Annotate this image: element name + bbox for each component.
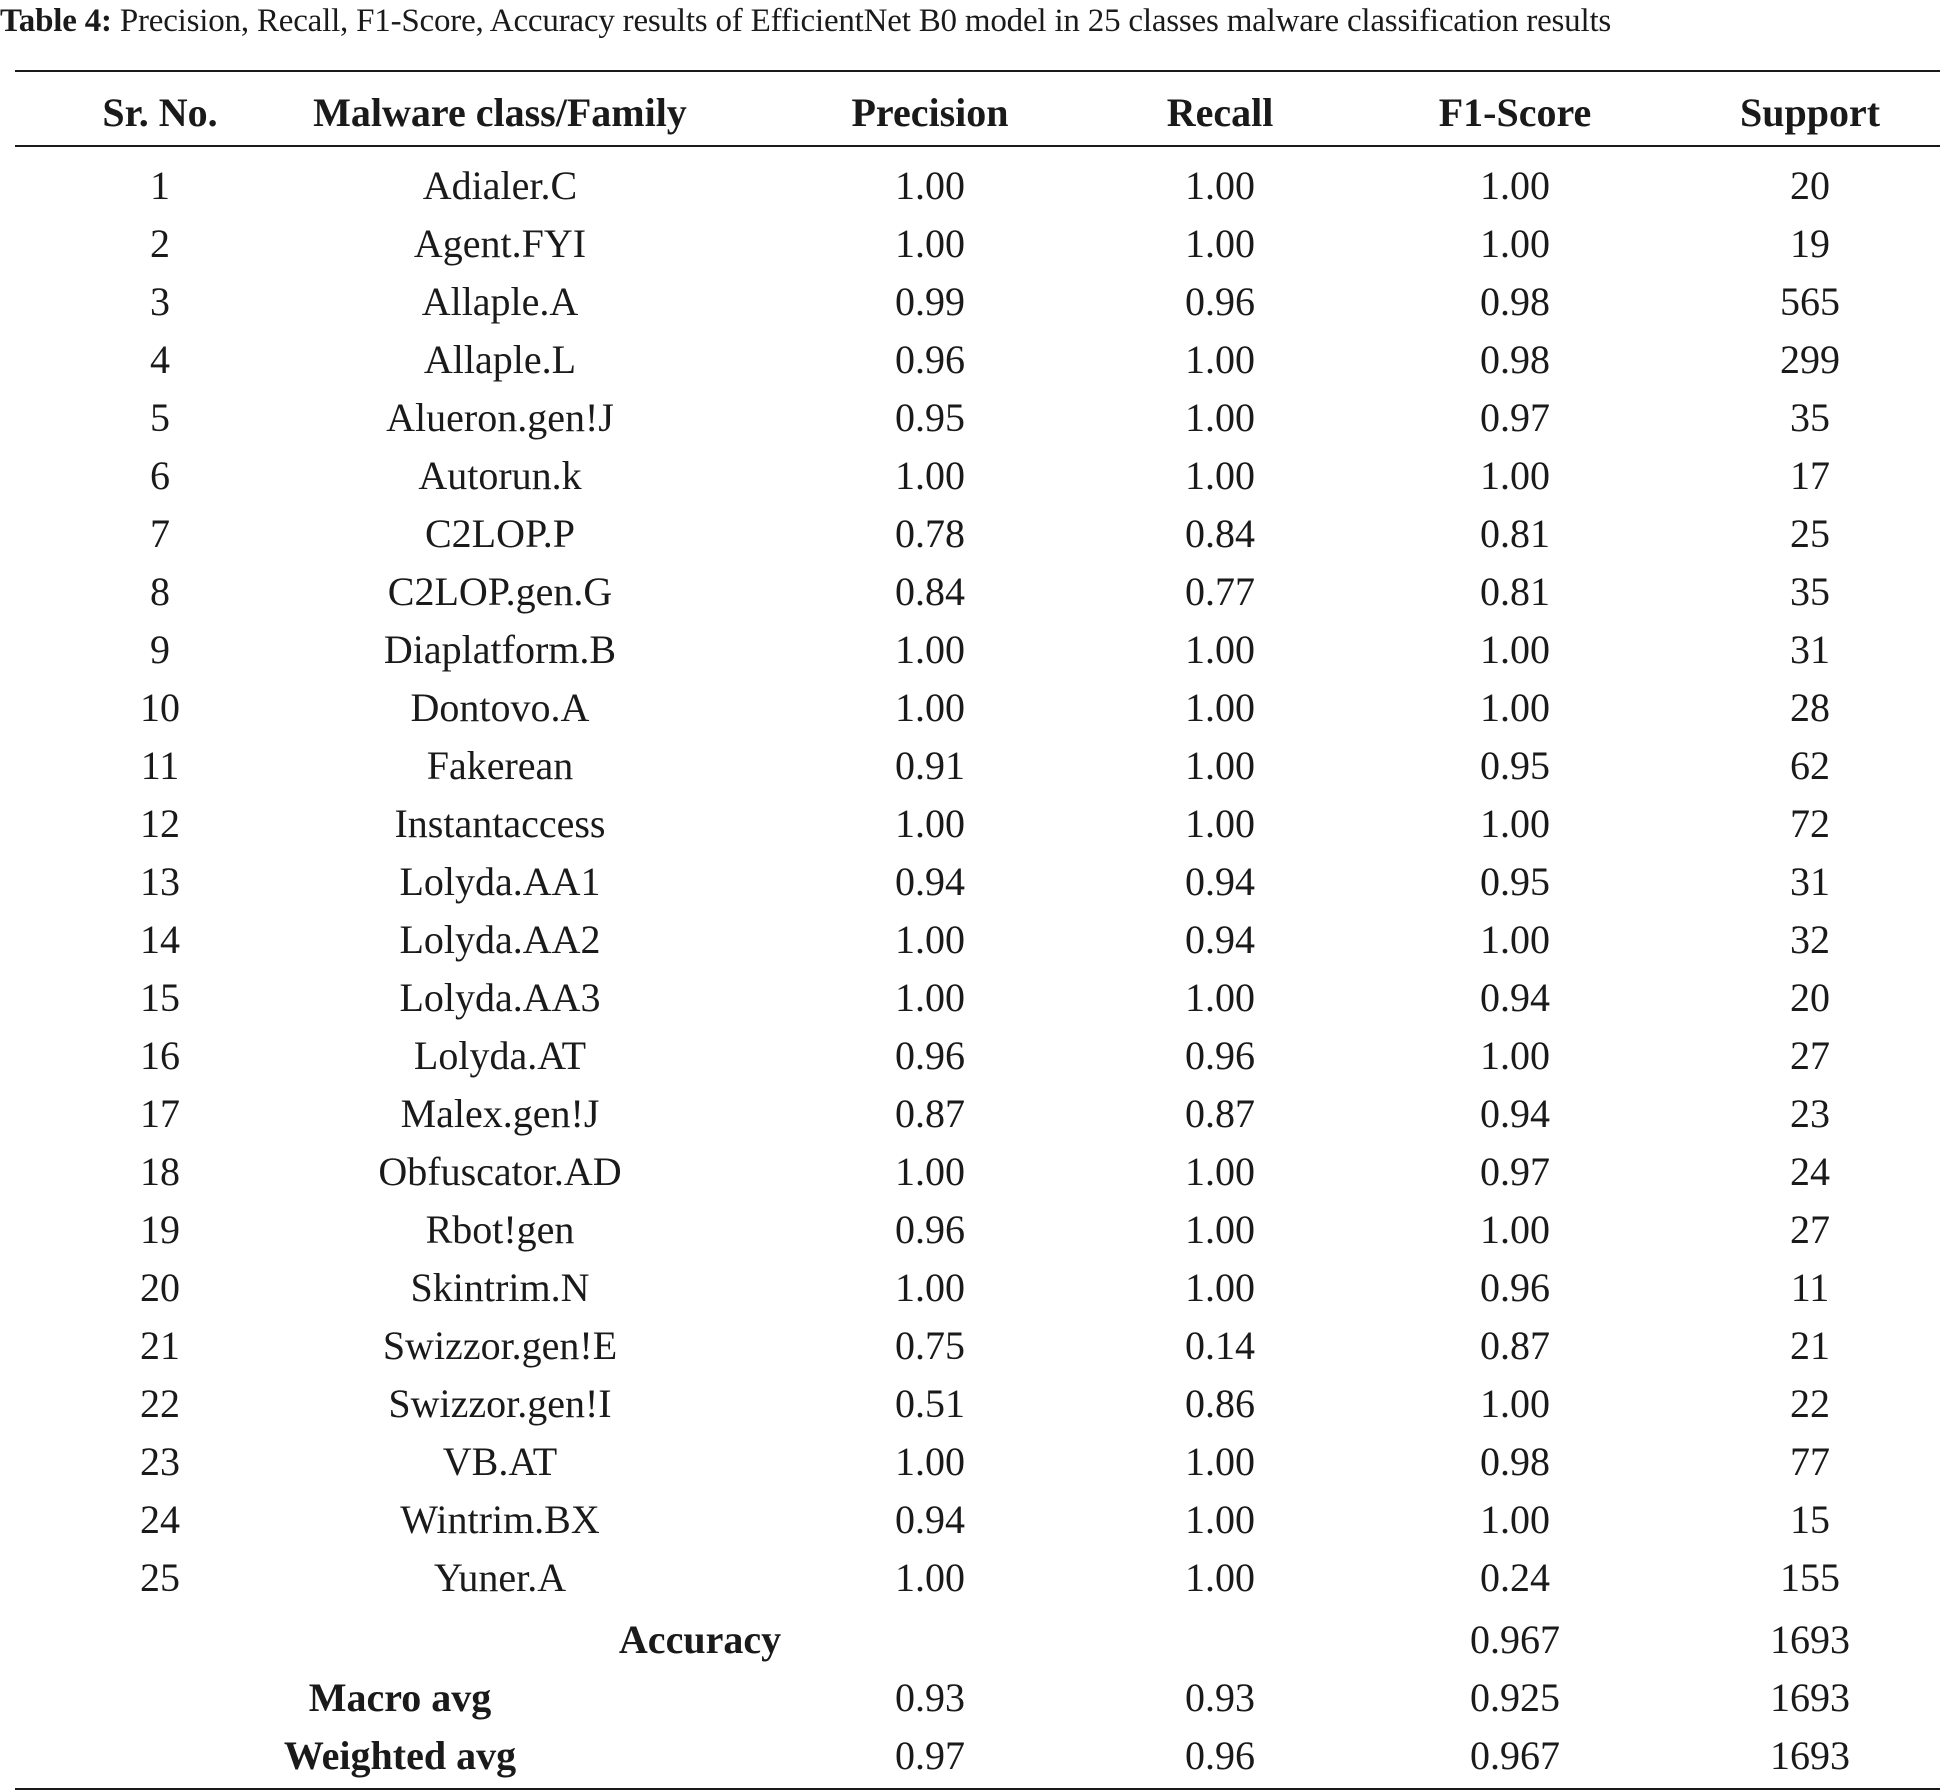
macro-support: 1693 [1770, 1675, 1850, 1720]
table-row [15, 447, 1940, 505]
table-row [15, 215, 1940, 273]
cell-sr-no: 13 [140, 859, 180, 904]
cell-f1-score: 1.00 [1480, 1381, 1550, 1426]
cell-recall: 1.00 [1185, 1207, 1255, 1252]
table-row [15, 969, 1940, 1027]
cell-sr-no: 16 [140, 1033, 180, 1078]
cell-precision: 0.78 [895, 511, 965, 556]
table-row [15, 331, 1940, 389]
cell-support: 155 [1780, 1555, 1840, 1600]
top-rule [15, 70, 1940, 72]
cell-sr-no: 9 [150, 627, 170, 672]
cell-malware-family: VB.AT [442, 1439, 558, 1484]
cell-sr-no: 7 [150, 511, 170, 556]
cell-recall: 1.00 [1185, 453, 1255, 498]
cell-f1-score: 1.00 [1480, 1207, 1550, 1252]
cell-precision: 1.00 [895, 1265, 965, 1310]
cell-precision: 0.91 [895, 743, 965, 788]
cell-malware-family: Malex.gen!J [400, 1091, 600, 1136]
cell-malware-family: Lolyda.AA1 [399, 859, 601, 904]
cell-precision: 1.00 [895, 801, 965, 846]
summary-row-weighted [15, 1727, 1940, 1785]
cell-recall: 1.00 [1185, 627, 1255, 672]
table-row [15, 1143, 1940, 1201]
cell-recall: 0.94 [1185, 859, 1255, 904]
cell-malware-family: Alueron.gen!J [386, 395, 614, 440]
cell-malware-family: Instantaccess [394, 801, 606, 846]
cell-support: 22 [1790, 1381, 1830, 1426]
macro-f1: 0.925 [1470, 1675, 1560, 1720]
cell-f1-score: 0.94 [1480, 1091, 1550, 1136]
cell-sr-no: 25 [140, 1555, 180, 1600]
header-malware: Malware class/Family [313, 90, 687, 135]
cell-support: 15 [1790, 1497, 1830, 1542]
cell-precision: 0.96 [895, 1207, 965, 1252]
accuracy-label: Accuracy [618, 1617, 782, 1662]
table-row [15, 273, 1940, 331]
table-row [15, 911, 1940, 969]
cell-support: 35 [1790, 569, 1830, 614]
caption-text: Precision, Recall, F1-Score, Accuracy results of EfficientNet B0 model in 25 classes malware classification results [111, 3, 1612, 39]
cell-f1-score: 1.00 [1480, 1033, 1550, 1078]
header-recall: Recall [1166, 90, 1274, 135]
cell-support: 31 [1790, 627, 1830, 672]
cell-support: 77 [1790, 1439, 1830, 1484]
cell-sr-no: 5 [150, 395, 170, 440]
weighted-support: 1693 [1770, 1733, 1850, 1778]
cell-precision: 0.75 [895, 1323, 965, 1368]
cell-malware-family: C2LOP.P [424, 511, 576, 556]
cell-precision: 0.95 [895, 395, 965, 440]
cell-f1-score: 0.98 [1480, 279, 1550, 324]
cell-support: 24 [1790, 1149, 1830, 1194]
cell-support: 72 [1790, 801, 1830, 846]
table-row [15, 1085, 1940, 1143]
cell-malware-family: Skintrim.N [410, 1265, 590, 1310]
weighted-label: Weighted avg [283, 1733, 517, 1778]
header-rule [15, 145, 1940, 147]
cell-malware-family: Yuner.A [433, 1555, 567, 1600]
cell-precision: 0.96 [895, 337, 965, 382]
table-row [15, 1549, 1940, 1607]
cell-sr-no: 20 [140, 1265, 180, 1310]
cell-f1-score: 0.98 [1480, 1439, 1550, 1484]
cell-recall: 1.00 [1185, 801, 1255, 846]
cell-malware-family: Rbot!gen [425, 1207, 575, 1252]
table-row [15, 1027, 1940, 1085]
cell-f1-score: 1.00 [1480, 685, 1550, 730]
cell-malware-family: Obfuscator.AD [378, 1149, 622, 1194]
cell-support: 28 [1790, 685, 1830, 730]
table-row [15, 621, 1940, 679]
table-row [15, 1317, 1940, 1375]
cell-sr-no: 17 [140, 1091, 180, 1136]
cell-recall: 1.00 [1185, 395, 1255, 440]
cell-recall: 0.84 [1185, 511, 1255, 556]
cell-precision: 1.00 [895, 453, 965, 498]
table-row [15, 1433, 1940, 1491]
cell-f1-score: 0.97 [1480, 1149, 1550, 1194]
cell-malware-family: Lolyda.AA2 [399, 917, 601, 962]
cell-malware-family: Agent.FYI [413, 221, 587, 266]
cell-precision: 0.94 [895, 1497, 965, 1542]
cell-malware-family: Swizzor.gen!I [388, 1381, 612, 1426]
weighted-recall: 0.96 [1185, 1733, 1255, 1778]
table-header [15, 84, 1940, 142]
cell-precision: 0.84 [895, 569, 965, 614]
cell-support: 299 [1780, 337, 1840, 382]
cell-precision: 1.00 [895, 221, 965, 266]
cell-malware-family: Wintrim.BX [400, 1497, 600, 1542]
cell-recall: 0.86 [1185, 1381, 1255, 1426]
weighted-precision: 0.97 [895, 1733, 965, 1778]
cell-support: 27 [1790, 1033, 1830, 1078]
cell-sr-no: 1 [150, 163, 170, 208]
cell-support: 32 [1790, 917, 1830, 962]
weighted-f1: 0.967 [1470, 1733, 1560, 1778]
cell-support: 62 [1790, 743, 1830, 788]
cell-precision: 0.87 [895, 1091, 965, 1136]
cell-recall: 1.00 [1185, 743, 1255, 788]
macro-precision: 0.93 [895, 1675, 965, 1720]
cell-sr-no: 8 [150, 569, 170, 614]
header-f1-score: F1-Score [1438, 90, 1592, 135]
cell-precision: 1.00 [895, 975, 965, 1020]
cell-sr-no: 12 [140, 801, 180, 846]
cell-support: 19 [1790, 221, 1830, 266]
cell-malware-family: Fakerean [426, 743, 574, 788]
cell-f1-score: 0.97 [1480, 395, 1550, 440]
cell-recall: 1.00 [1185, 1439, 1255, 1484]
cell-precision: 1.00 [895, 917, 965, 962]
table-row [15, 853, 1940, 911]
cell-support: 20 [1790, 163, 1830, 208]
cell-support: 35 [1790, 395, 1830, 440]
header-precision: Precision [851, 90, 1009, 135]
cell-f1-score: 1.00 [1480, 221, 1550, 266]
cell-f1-score: 1.00 [1480, 453, 1550, 498]
cell-malware-family: Dontovo.A [410, 685, 590, 730]
cell-sr-no: 10 [140, 685, 180, 730]
accuracy-support: 1693 [1770, 1617, 1850, 1662]
cell-recall: 0.77 [1185, 569, 1255, 614]
cell-malware-family: Allaple.A [421, 279, 579, 324]
cell-precision: 1.00 [895, 1149, 965, 1194]
cell-recall: 0.87 [1185, 1091, 1255, 1136]
cell-sr-no: 15 [140, 975, 180, 1020]
cell-support: 565 [1780, 279, 1840, 324]
table-row [15, 1259, 1940, 1317]
cell-malware-family: Autorun.k [418, 453, 582, 498]
macro-recall: 0.93 [1185, 1675, 1255, 1720]
cell-f1-score: 1.00 [1480, 163, 1550, 208]
cell-sr-no: 22 [140, 1381, 180, 1426]
table-row [15, 389, 1940, 447]
cell-sr-no: 6 [150, 453, 170, 498]
cell-recall: 1.00 [1185, 163, 1255, 208]
cell-f1-score: 1.00 [1480, 801, 1550, 846]
cell-sr-no: 11 [140, 743, 180, 788]
cell-support: 31 [1790, 859, 1830, 904]
cell-support: 21 [1790, 1323, 1830, 1368]
cell-f1-score: 0.81 [1480, 511, 1550, 556]
cell-recall: 1.00 [1185, 337, 1255, 382]
table-row [15, 795, 1940, 853]
cell-f1-score: 0.87 [1480, 1323, 1550, 1368]
cell-malware-family: Lolyda.AA3 [399, 975, 601, 1020]
cell-malware-family: Swizzor.gen!E [382, 1323, 618, 1368]
cell-sr-no: 19 [140, 1207, 180, 1252]
cell-support: 20 [1790, 975, 1830, 1020]
table-row [15, 563, 1940, 621]
table-row [15, 1491, 1940, 1549]
table-row [15, 505, 1940, 563]
summary-row-macro [15, 1669, 1940, 1727]
cell-f1-score: 0.95 [1480, 743, 1550, 788]
cell-malware-family: Allaple.L [423, 337, 577, 382]
cell-precision: 0.51 [895, 1381, 965, 1426]
cell-recall: 0.14 [1185, 1323, 1255, 1368]
accuracy-f1: 0.967 [1470, 1617, 1560, 1662]
cell-malware-family: C2LOP.gen.G [387, 569, 613, 614]
cell-precision: 1.00 [895, 1439, 965, 1484]
cell-f1-score: 1.00 [1480, 1497, 1550, 1542]
cell-f1-score: 0.24 [1480, 1555, 1550, 1600]
cell-precision: 1.00 [895, 1555, 965, 1600]
cell-malware-family: Adialer.C [422, 163, 578, 208]
cell-f1-score: 0.96 [1480, 1265, 1550, 1310]
table-row [15, 679, 1940, 737]
table-caption [0, 0, 1954, 50]
table-row [15, 737, 1940, 795]
cell-recall: 1.00 [1185, 975, 1255, 1020]
cell-precision: 0.94 [895, 859, 965, 904]
cell-support: 17 [1790, 453, 1830, 498]
cell-recall: 1.00 [1185, 1555, 1255, 1600]
summary-row-accuracy [15, 1611, 1940, 1669]
cell-precision: 0.99 [895, 279, 965, 324]
cell-sr-no: 2 [150, 221, 170, 266]
cell-f1-score: 0.94 [1480, 975, 1550, 1020]
cell-support: 27 [1790, 1207, 1830, 1252]
header-support: Support [1739, 90, 1881, 135]
cell-malware-family: Lolyda.AT [413, 1033, 587, 1078]
cell-sr-no: 4 [150, 337, 170, 382]
cell-sr-no: 3 [150, 279, 170, 324]
cell-recall: 0.94 [1185, 917, 1255, 962]
cell-recall: 1.00 [1185, 685, 1255, 730]
macro-label: Macro avg [308, 1675, 492, 1720]
cell-sr-no: 24 [140, 1497, 180, 1542]
cell-f1-score: 1.00 [1480, 627, 1550, 672]
cell-support: 11 [1790, 1265, 1830, 1310]
table-row [15, 157, 1940, 215]
cell-sr-no: 18 [140, 1149, 180, 1194]
cell-recall: 0.96 [1185, 1033, 1255, 1078]
table-row [15, 1375, 1940, 1433]
table-row [15, 1201, 1940, 1259]
cell-f1-score: 0.95 [1480, 859, 1550, 904]
cell-sr-no: 14 [140, 917, 180, 962]
caption-label: Table 4: [0, 3, 112, 39]
cell-support: 23 [1790, 1091, 1830, 1136]
cell-precision: 1.00 [895, 627, 965, 672]
header-sr-no: Sr. No. [102, 90, 218, 135]
cell-f1-score: 1.00 [1480, 917, 1550, 962]
cell-precision: 1.00 [895, 163, 965, 208]
cell-support: 25 [1790, 511, 1830, 556]
bottom-rule [15, 1788, 1940, 1790]
cell-precision: 0.96 [895, 1033, 965, 1078]
cell-malware-family: Diaplatform.B [383, 627, 617, 672]
cell-sr-no: 21 [140, 1323, 180, 1368]
cell-recall: 0.96 [1185, 279, 1255, 324]
cell-f1-score: 0.98 [1480, 337, 1550, 382]
cell-recall: 1.00 [1185, 221, 1255, 266]
cell-precision: 1.00 [895, 685, 965, 730]
cell-recall: 1.00 [1185, 1497, 1255, 1542]
cell-f1-score: 0.81 [1480, 569, 1550, 614]
cell-recall: 1.00 [1185, 1265, 1255, 1310]
cell-sr-no: 23 [140, 1439, 180, 1484]
cell-recall: 1.00 [1185, 1149, 1255, 1194]
